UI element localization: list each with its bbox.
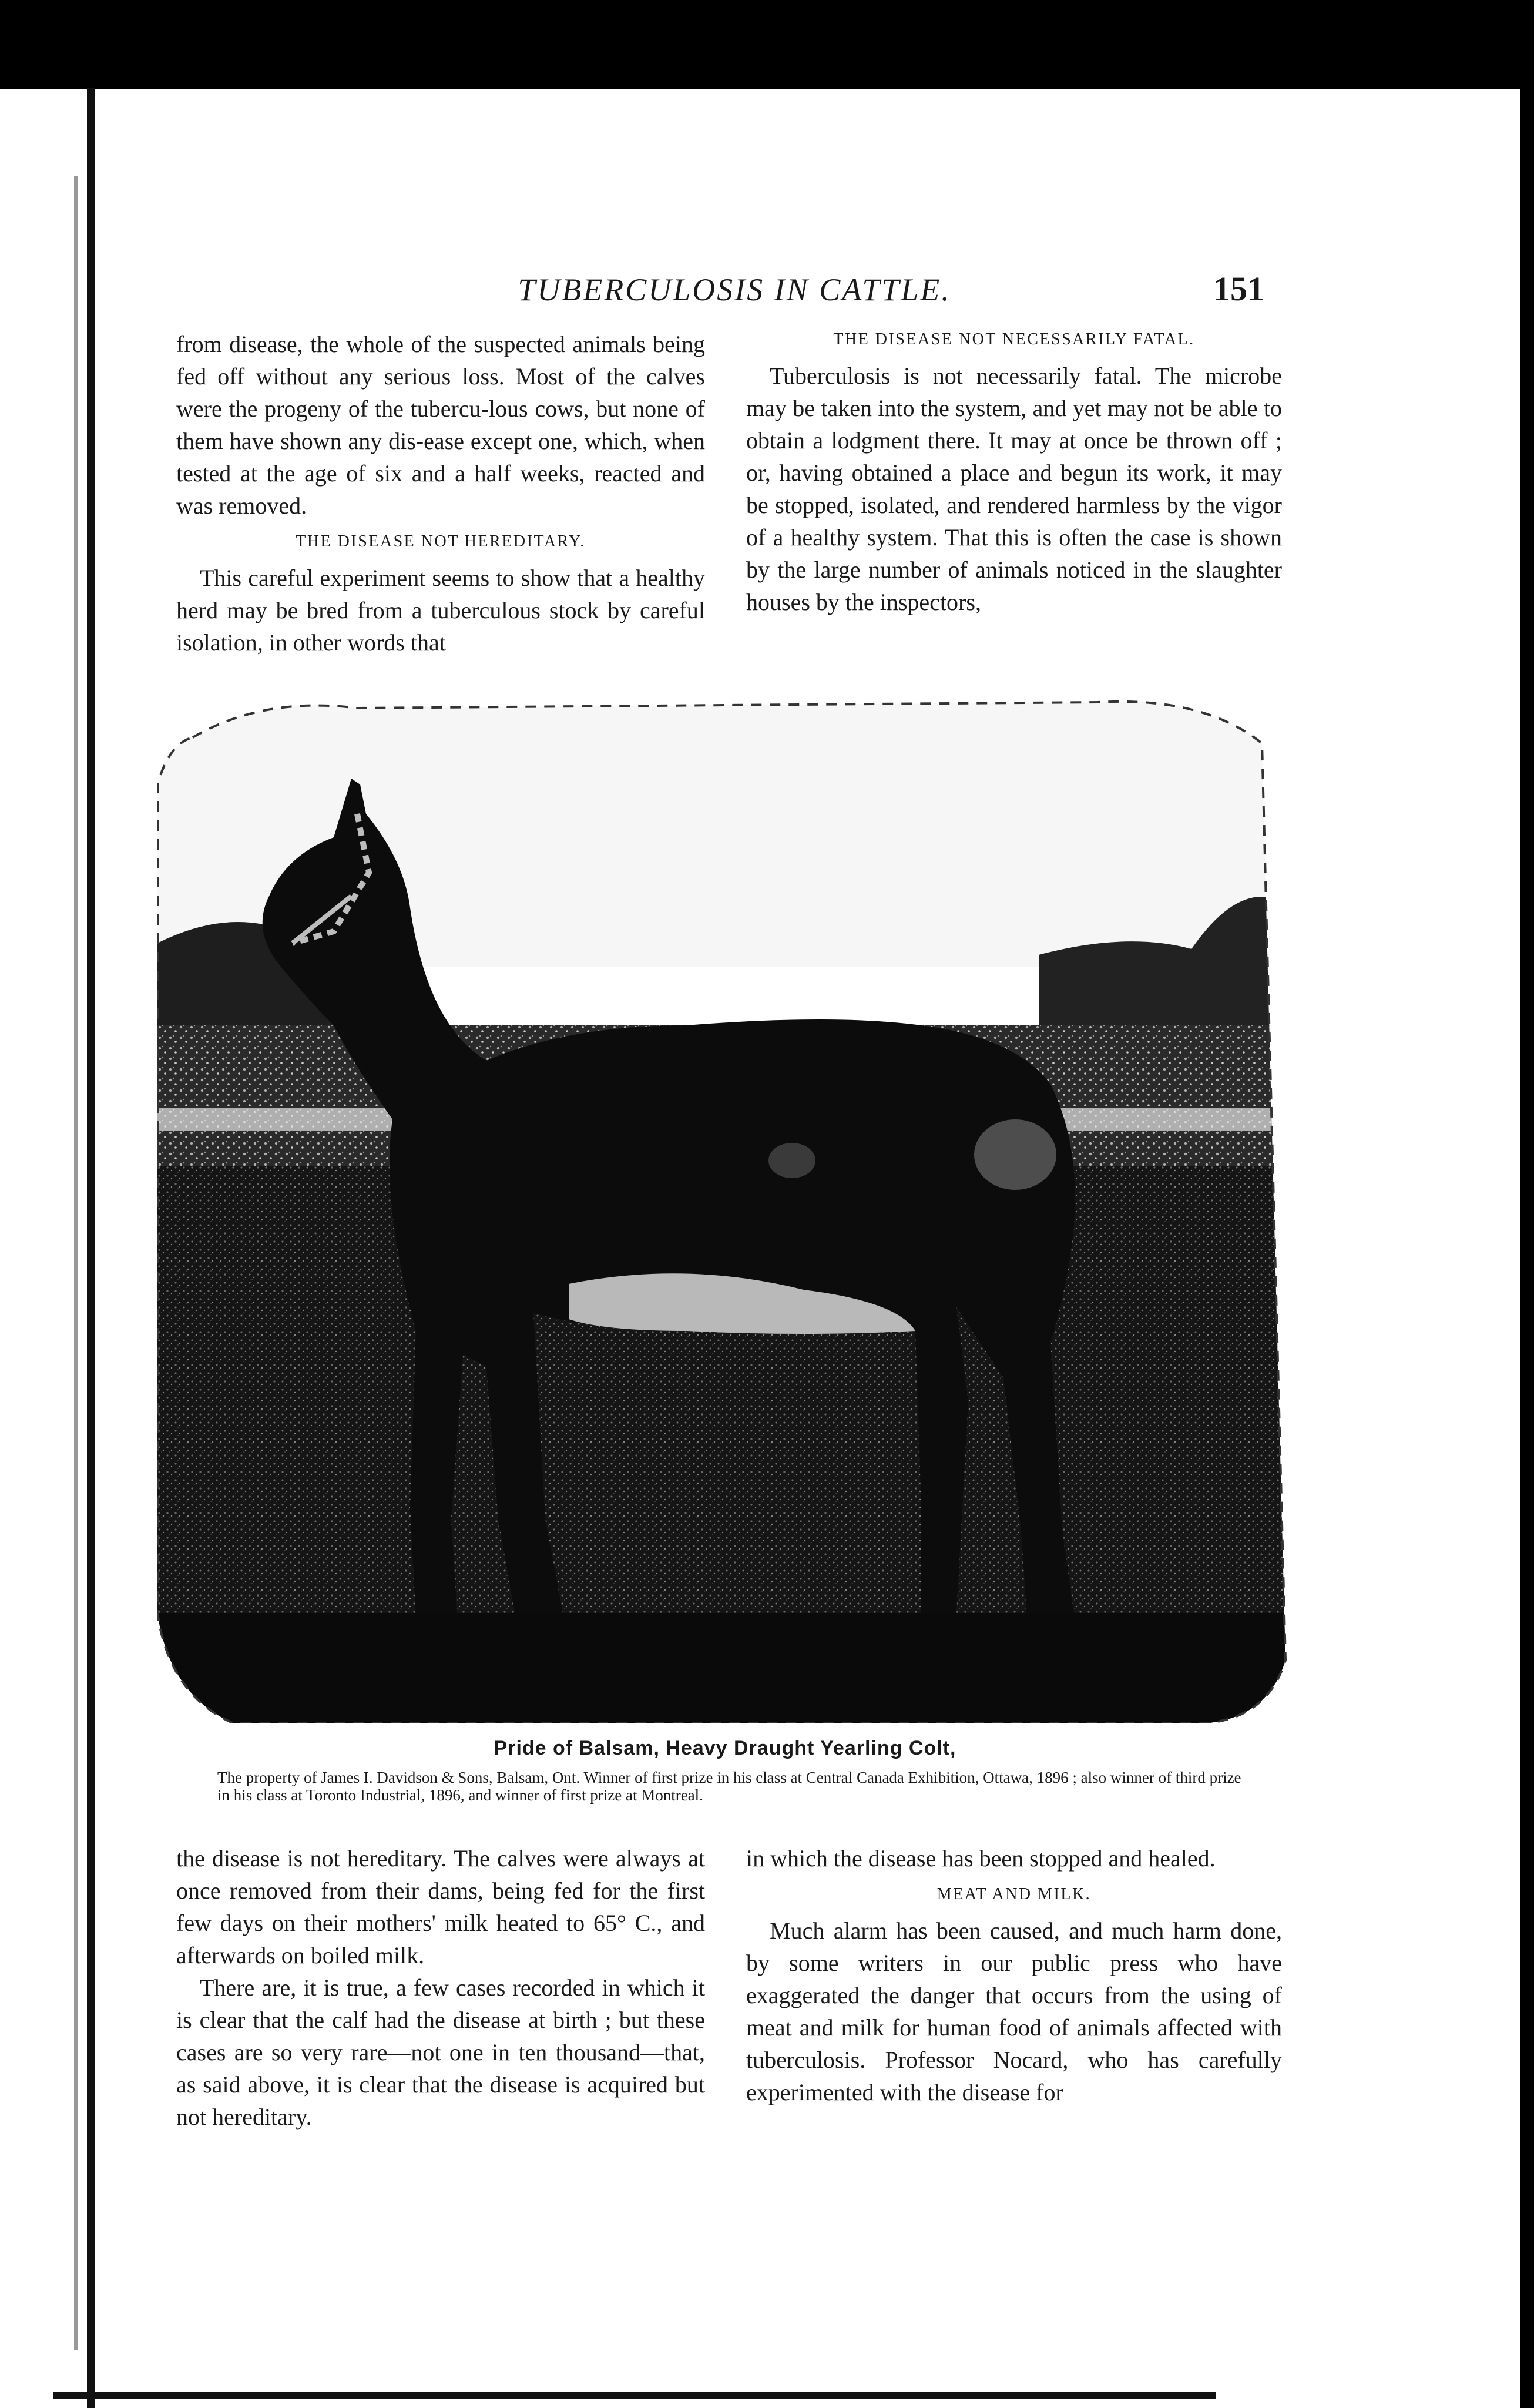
figure-caption-title: Pride of Balsam, Heavy Draught Yearling Colt, xyxy=(494,1737,956,1759)
figure-caption-body: The property of James I. Davidson & Sons, Balsam, Ont. Winner of first prize in his class at Central Canada Exhibition, Ottawa, 1896 ; also winner of third prize in his class at Toronto Industrial, 1896, and winner of first prize at Montreal. xyxy=(217,1769,1241,1804)
paragraph: from disease, the whole of the suspected animals being fed off without any serious loss. Most of the calves were the progeny of the tubercu-lous cows, but none of them have shown any dis-ease except one, which, when tested at the age of six and a half weeks, reacted and was removed. xyxy=(176,331,705,519)
scan-left-border xyxy=(87,88,95,2408)
page-number: 151 xyxy=(1213,270,1264,308)
paragraph: This careful experiment seems to show that a healthy herd may be bred from a tuberculous stock by careful isolation, in other words that xyxy=(176,565,705,656)
paragraph: There are, it is true, a few cases recorded in which it is clear that the calf had the disease at birth ; but these cases are so very rare—not one in ten thousand—that, as said above, it is clear that the disease is acquired but not hereditary. xyxy=(176,1974,705,2130)
paragraph: the disease is not hereditary. The calves were always at once removed from their dams, being fed for the first few days on their mothers' milk heated to 65° C., and afterwards on boiled milk. xyxy=(176,1845,705,1968)
section-heading: THE DISEASE NOT NECESSARILY FATAL. xyxy=(833,330,1195,348)
scan-top-border xyxy=(0,0,1534,89)
column-top-left xyxy=(176,328,705,659)
column-bottom-right xyxy=(746,1842,1282,2108)
scan-left-shadow xyxy=(74,176,78,2350)
running-title: TUBERCULOSIS IN CATTLE. xyxy=(518,272,951,307)
scan-bottom-border xyxy=(53,2392,1216,2399)
paragraph: Much alarm has been caused, and much harm done, by some writers in our public press who have exaggerated the danger that occurs from the using of meat and milk for human food of animals affected with tuberculosis. Professor Nocard, who has carefully experimented with the disease for xyxy=(746,1917,1282,2105)
paragraph: Tuberculosis is not necessarily fatal. The microbe may be taken into the system, and yet may not be able to obtain a lodgment there. It may at once be thrown off ; or, having obtained a place and begun its work, it may be stopped, isolated, and rendered harmless by the vigor of a healthy system. That this is often the case is shown by the large number of animals noticed in the slaughter houses by the inspectors, xyxy=(746,363,1282,615)
scan-right-border xyxy=(1520,0,1534,2408)
horse-photograph xyxy=(157,696,1293,1723)
column-top-right xyxy=(746,328,1282,618)
paragraph: in which the disease has been stopped and healed. xyxy=(746,1845,1216,1872)
section-heading: THE DISEASE NOT HEREDITARY. xyxy=(296,532,586,551)
section-heading: MEAT AND MILK. xyxy=(936,1885,1092,1903)
column-bottom-left xyxy=(176,1842,705,2133)
